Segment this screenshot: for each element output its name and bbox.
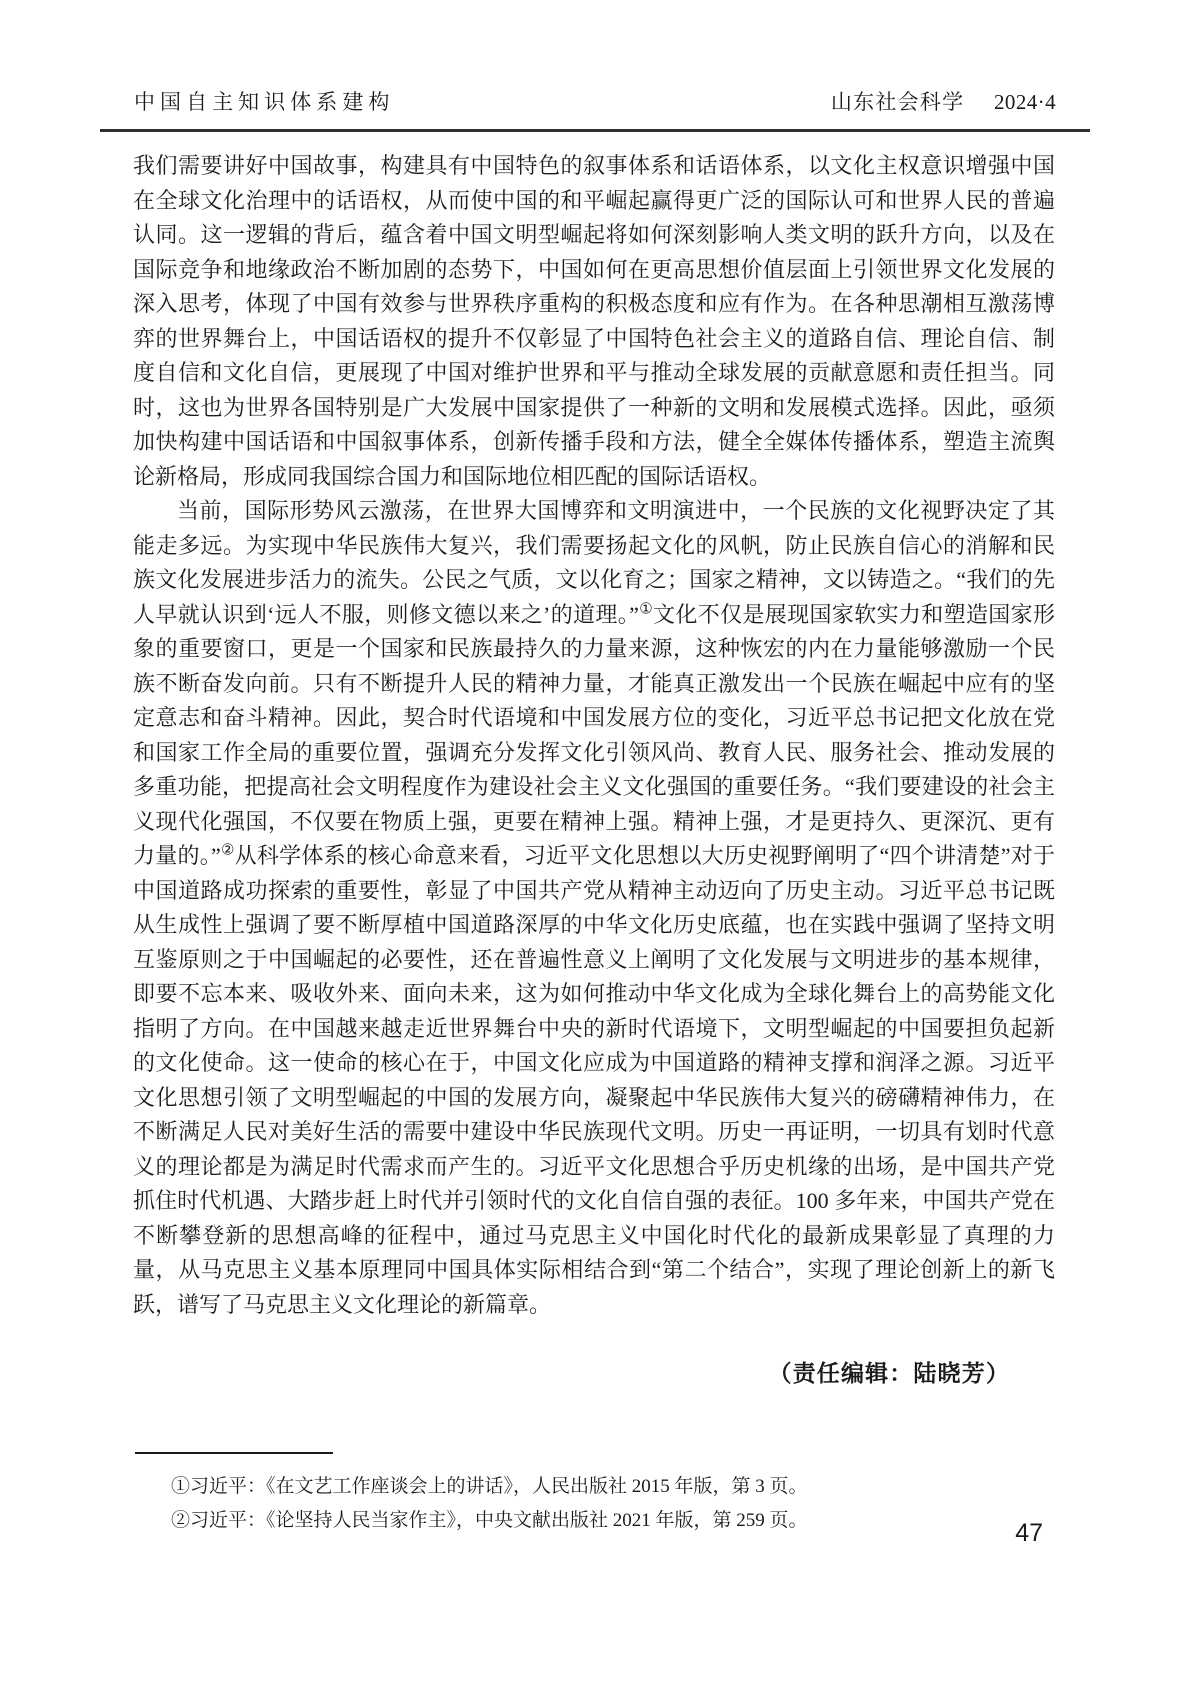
paragraph-text: 我们需要讲好中国故事，构建具有中国特色的叙事体系和话语体系，以文化主权意识增强中国在全球文化治理中的话语权，从而使中国的和平崛起赢得更广泛的国际认可和世界人民的普遍认同。这一逻辑的背后，蕴含着中国文明型崛起将如何深刻影响人类文明的跃升方向，以及在国际竞争和地缘政治不断加剧的态势下，中国如何在更高思想价值层面上引领世界文化发展的深入思考，体现了中国有效参与世界秩序重构的积极态度和应有作为。在各种思潮相互激荡博弈的世界舞台上，中国话语权的提升不仅彰显了中国特色社会主义的道路自信、理论自信、制度自信和文化自信，更展现了中国对维护世界和平与推动全球发展的贡献意愿和责任担当。同时，这也为世界各国特别是广大发展中国家提供了一种新的文明和发展模式选择。因此，亟须加快构建中国话语和中国叙事体系，创新传播手段和方法，健全全媒体传播体系，塑造主流舆论新格局，形成同我国综合国力和国际地位相匹配的国际话语权。 bbox=[133, 153, 1055, 489]
body-paragraph-1 bbox=[133, 149, 1055, 494]
running-head bbox=[100, 86, 1090, 116]
paragraph-text: 从科学体系的核心命意来看，习近平文化思想以大历史视野阐明了“四个讲清楚”对于中国道路成功探索的重要性，彰显了中国共产党从精神主动迈向了历史主动。习近平总书记既从生成性上强调了要不断厚植中国道路深厚的中华文化历史底蕴，也在实践中强调了坚持文明互鉴原则之于中国崛起的必要性，还在普遍性意义上阐明了文化发展与文明进步的基本规律，即要不忘本来、吸收外来、面向未来，这为如何推动中华文化成为全球化舞台上的高势能文化指明了方向。在中国越来越走近世界舞台中央的新时代语境下，文明型崛起的中国要担负起新的文化使命。这一使命的核心在于，中国文化应成为中国道路的精神支撑和润泽之源。习近平文化思想引领了文明型崛起的中国的发展方向，凝聚起中华民族伟大复兴的磅礴精神伟力，在不断满足人民对美好生活的需要中建设中华民族现代文明。历史一再证明，一切具有划时代意义的理论都是为满足时代需求而产生的。习近平文化思想合乎历史机缘的出场，是中国共产党抓住时代机遇、大踏步赶上时代并引领时代的文化自信自强的表征。100 多年来，中国共产党在不断攀登新的思想高峰的征程中，通过马克思主义中国化时代化的最新成果彰显了真理的力量，从马克思主义基本原理同中国具体实际相结合到“第二个结合”，实现了理论创新上的新飞跃，谱写了马克思主义文化理论的新篇章。 bbox=[133, 843, 1056, 1317]
page-number: 47 bbox=[1015, 1519, 1043, 1547]
footnote-1: ①习近平：《在文艺工作座谈会上的讲话》，人民出版社 2015 年版，第 3 页。 bbox=[171, 1476, 808, 1497]
journal-issue: 2024·4 bbox=[993, 90, 1056, 114]
footnote-ref-2: ② bbox=[220, 842, 235, 859]
journal-info bbox=[831, 86, 1056, 116]
footnotes-section bbox=[133, 1470, 1055, 1538]
footnote-2: ②习近平：《论坚持人民当家作主》，中央文献出版社 2021 年版，第 259 页。 bbox=[171, 1510, 808, 1531]
body-paragraph-2 bbox=[133, 494, 1055, 1322]
paragraph-text: 当前，国际形势风云激荡，在世界大国博弈和文明演进中，一个民族的文化视野决定了其能走多远。为实现中华民族伟大复兴，我们需要扬起文化的风帆，防止民族自信心的消解和民族文化发展进步活力的流失。公民之气质，文以化育之；国家之精神，文以铸造之。“我们的先人早就认识到‘远人不服，则修文德以来之’的道理。” bbox=[133, 498, 1055, 627]
page-header bbox=[100, 86, 1090, 132]
paragraph-text: 文化不仅是展现国家软实力和塑造国家形象的重要窗口，更是一个国家和民族最持久的力量来源，这种恢宏的内在力量能够激励一个民族不断奋发向前。只有不断提升人民的精神力量，才能真正激发出一个民族在崛起中应有的坚定意志和奋斗精神。因此，契合时代语境和中国发展方位的变化，习近平总书记把文化放在党和国家工作全局的重要位置，强调充分发挥文化引领风尚、教育人民、服务社会、推动发展的多重功能，把提高社会文明程度作为建设社会主义文化强国的重要任务。“我们要建设的社会主义现代化强国，不仅要在物质上强，更要在精神上强。精神上强，才是更持久、更深沉、更有力量的。” bbox=[133, 601, 1056, 868]
footnote-ref-1: ① bbox=[638, 601, 654, 618]
column-title: 中国自主知识体系建构 bbox=[134, 90, 395, 114]
editor-credit: （责任编辑：陆晓芳） bbox=[768, 1360, 1010, 1386]
footnote-divider bbox=[135, 1452, 333, 1454]
article-body bbox=[133, 149, 1055, 1391]
journal-name: 山东社会科学 bbox=[830, 90, 965, 114]
